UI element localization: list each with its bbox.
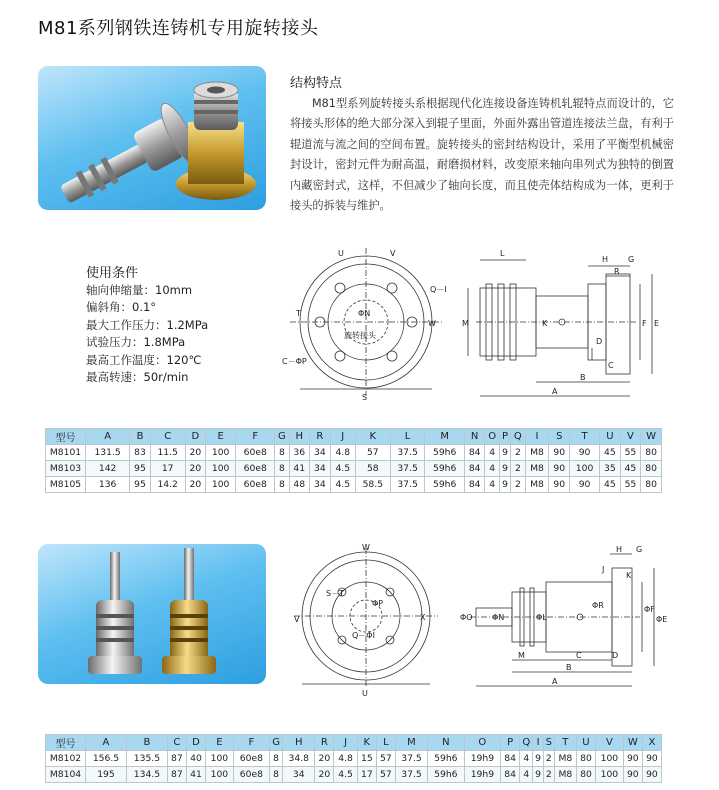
table-cell: 37.5 [395, 751, 427, 767]
dim-label: A [552, 387, 558, 396]
table-cell: M8 [525, 461, 549, 477]
table-cell: 83 [130, 445, 151, 461]
dim-label: ΦR [592, 601, 604, 610]
dim-label: C－ΦP [282, 357, 307, 366]
table-cell: 41 [186, 767, 205, 783]
table-cell: 9 [499, 461, 510, 477]
table-cell: 84 [464, 445, 485, 461]
column-header: Q [520, 735, 533, 751]
table-cell: 80 [641, 461, 662, 477]
table-cell: 58.5 [355, 477, 390, 493]
table-cell: M8105 [46, 477, 86, 493]
dim-label: H [616, 545, 623, 554]
column-header: V [595, 735, 623, 751]
table-cell: 90 [549, 477, 570, 493]
dim-label: D [596, 337, 603, 346]
table-cell: 100 [206, 477, 236, 493]
table-cell: 84 [464, 461, 485, 477]
column-header: C [167, 735, 186, 751]
table-cell: 8 [275, 461, 289, 477]
table-cell: 37.5 [395, 767, 427, 783]
table-cell: 59h6 [428, 767, 465, 783]
table-header-row [46, 429, 662, 445]
column-header: L [376, 735, 395, 751]
column-header: S [549, 429, 570, 445]
table-cell: 15 [357, 751, 376, 767]
table-cell: 48 [289, 477, 310, 493]
table-cell: 90 [570, 445, 600, 461]
table-cell: 60e8 [236, 477, 275, 493]
dim-label: S [362, 393, 368, 402]
dim-label: ΦF [644, 605, 655, 614]
table-cell: 34 [310, 461, 331, 477]
table-cell: 4 [485, 477, 499, 493]
table-cell: 90 [570, 477, 600, 493]
table-cell: 87 [167, 767, 186, 783]
dim-label: ΦN [492, 613, 505, 622]
table-cell: 19h9 [464, 751, 501, 767]
table-cell: 60e8 [233, 751, 269, 767]
condition-item: 最大工作压力：1.2MPa [86, 317, 209, 332]
table-cell: 34 [310, 477, 331, 493]
column-header: W [641, 429, 662, 445]
column-header: N [428, 735, 465, 751]
table-header-row [46, 735, 662, 751]
condition-item: 轴向伸缩量：10mm [86, 283, 193, 297]
dim-label: ΦP [372, 599, 384, 608]
column-header: A [86, 429, 130, 445]
column-header: L [390, 429, 425, 445]
dim-label: A [552, 677, 558, 686]
table-cell: 84 [464, 477, 485, 493]
table-cell: 58 [355, 461, 390, 477]
conditions-list [86, 282, 208, 386]
table-cell: 4.8 [334, 751, 357, 767]
spec-table-2 [45, 734, 662, 783]
column-header: H [289, 429, 310, 445]
table-cell: M8 [525, 477, 549, 493]
table-cell: 2 [543, 751, 554, 767]
table-cell: 4.8 [330, 445, 355, 461]
dim-label: V [294, 615, 300, 624]
column-header: 型号 [46, 735, 86, 751]
technical-drawing-1 [280, 244, 680, 408]
dim-label: D [612, 651, 619, 660]
dim-label: C [608, 361, 614, 370]
features-text: M81型系列旋转接头系根据现代化连接设备连铸机轧辊特点而设计的，它将接头形体的绝大部分深入到辊子里面，外面外露出管道连接法兰盘，有利于辊道流与流之间的空间布置。旋转接头的密封结构设计，采用了平衡型机械密封设计，密封元件为耐高温，耐磨损材料，改变原来轴向串列式为独特的倒置内藏密封式，这样，不但减少了轴向长度，而且使壳体结构成为一体，更利于接头的拆装与维护。 [290, 97, 674, 213]
table-row [46, 767, 662, 783]
condition-item: 试验压力：1.8MPa [86, 335, 186, 350]
column-header: R [315, 735, 334, 751]
table-cell: 45 [600, 445, 621, 461]
table-cell: 87 [167, 751, 186, 767]
column-header: D [186, 735, 205, 751]
table-cell: 45 [620, 461, 641, 477]
dim-label: U [362, 689, 368, 698]
table-cell: 34 [283, 767, 315, 783]
dim-label: T [296, 309, 301, 318]
table-cell: 14.2 [150, 477, 185, 493]
table-cell: 84 [501, 751, 520, 767]
dim-label: F [642, 319, 647, 328]
table-cell: 156.5 [86, 751, 127, 767]
column-header: J [330, 429, 355, 445]
table-cell: 4 [520, 751, 533, 767]
table-cell: 2 [511, 461, 525, 477]
table-cell: 40 [186, 751, 205, 767]
table-cell: 2 [511, 477, 525, 493]
table-row [46, 477, 662, 493]
column-header: A [86, 735, 127, 751]
table-cell: 37.5 [390, 461, 425, 477]
table-cell: 90 [549, 445, 570, 461]
dim-label: V [390, 249, 396, 258]
column-header: M [395, 735, 427, 751]
table-cell: 90 [642, 767, 661, 783]
dim-label: H [602, 255, 609, 264]
column-header: B [130, 429, 151, 445]
column-header: E [206, 429, 236, 445]
dim-label: M [462, 319, 469, 328]
column-header: T [570, 429, 600, 445]
column-header: M [425, 429, 464, 445]
table-cell: 60e8 [236, 445, 275, 461]
table-cell: 195 [86, 767, 127, 783]
dim-label: S－T [326, 589, 344, 598]
table-cell: 59h6 [425, 461, 464, 477]
column-header: C [150, 429, 185, 445]
table-cell: 59h6 [425, 445, 464, 461]
spec-table-1 [45, 428, 662, 493]
table-cell: 20 [185, 477, 206, 493]
table-cell: 80 [641, 445, 662, 461]
table-cell: 135.5 [126, 751, 167, 767]
column-header: S [543, 735, 554, 751]
column-header: B [126, 735, 167, 751]
dim-label: W [428, 319, 436, 328]
dim-label: L [500, 249, 505, 258]
table-cell: 11.5 [150, 445, 185, 461]
table-cell: 134.5 [126, 767, 167, 783]
column-header: U [600, 429, 621, 445]
table-cell: 100 [570, 461, 600, 477]
condition-item: 最高工作温度：120℃ [86, 352, 202, 367]
table-cell: 2 [543, 767, 554, 783]
dim-label: J [602, 565, 605, 574]
table-cell: 57 [376, 751, 395, 767]
dim-label: ΦN [358, 309, 371, 318]
table-cell: 80 [576, 767, 595, 783]
column-header: P [499, 429, 510, 445]
dim-label: ΦO [460, 613, 473, 622]
column-header: G [275, 429, 289, 445]
table-cell: 57 [355, 445, 390, 461]
dim-label: B [580, 373, 586, 382]
table-cell: 20 [315, 751, 334, 767]
conditions-heading: 使用条件 [86, 266, 139, 281]
table-cell: 8 [270, 751, 283, 767]
table-cell: 9 [533, 767, 543, 783]
column-header: I [533, 735, 543, 751]
dim-label: R [614, 267, 620, 276]
table-cell: 20 [185, 445, 206, 461]
features-heading: 结构特点 [290, 76, 343, 91]
product-photo-m81-flange [38, 66, 266, 210]
table-cell: 8 [275, 477, 289, 493]
table-cell: M8104 [46, 767, 86, 783]
table-cell: M8 [554, 751, 576, 767]
table-cell: 100 [205, 751, 233, 767]
table-cell: 20 [315, 767, 334, 783]
table-cell: 41 [289, 461, 310, 477]
dim-label: M [518, 651, 525, 660]
column-header: J [334, 735, 357, 751]
front-view-label: 旋转接头 [344, 331, 376, 340]
table-cell: 84 [501, 767, 520, 783]
table-cell: 80 [641, 477, 662, 493]
table-row [46, 461, 662, 477]
dim-label: Q－I [430, 285, 447, 294]
column-header: R [310, 429, 331, 445]
column-header: X [642, 735, 661, 751]
dim-label: U [338, 249, 344, 258]
condition-item: 最高转速：50r/min [86, 370, 189, 385]
column-header: V [620, 429, 641, 445]
product-photo-m81-shaft [38, 544, 266, 684]
table-cell: M8 [554, 767, 576, 783]
table-cell: M8103 [46, 461, 86, 477]
table-cell: 20 [185, 461, 206, 477]
column-header: H [283, 735, 315, 751]
table-cell: 90 [623, 767, 642, 783]
table-cell: 100 [206, 461, 236, 477]
table-cell: 59h6 [425, 477, 464, 493]
table-row [46, 751, 662, 767]
dim-label: K [626, 571, 632, 580]
table-cell: 100 [206, 445, 236, 461]
table-cell: 100 [205, 767, 233, 783]
table-cell: 55 [620, 445, 641, 461]
table-cell: 59h6 [428, 751, 465, 767]
column-header: U [576, 735, 595, 751]
table-cell: 55 [620, 477, 641, 493]
technical-drawing-2 [280, 542, 680, 702]
table-cell: 100 [595, 751, 623, 767]
column-header: N [464, 429, 485, 445]
dim-label: ΦE [656, 615, 668, 624]
dim-label: Q－ΦI [352, 631, 375, 640]
dim-label: X [420, 613, 426, 622]
dim-label: C [576, 651, 582, 660]
table-cell: 90 [549, 461, 570, 477]
table-cell: 4.5 [334, 767, 357, 783]
table-cell: 142 [86, 461, 130, 477]
table-cell: 2 [511, 445, 525, 461]
column-header: F [233, 735, 269, 751]
table-cell: 4 [485, 445, 499, 461]
table-cell: 60e8 [233, 767, 269, 783]
table-cell: 9 [499, 477, 510, 493]
table-cell: 9 [499, 445, 510, 461]
column-header: 型号 [46, 429, 86, 445]
table-cell: 136 [86, 477, 130, 493]
column-header: D [185, 429, 206, 445]
table-cell: 35 [600, 461, 621, 477]
dim-label: W [362, 543, 370, 552]
table-cell: 4 [520, 767, 533, 783]
table-cell: 95 [130, 477, 151, 493]
table-cell: 80 [576, 751, 595, 767]
table-cell: 45 [600, 477, 621, 493]
column-header: E [205, 735, 233, 751]
table-cell: 90 [623, 751, 642, 767]
condition-item: 偏斜角：0.1° [86, 300, 157, 315]
column-header: Q [511, 429, 525, 445]
table-cell: 17 [150, 461, 185, 477]
dim-label: ΦL [536, 613, 547, 622]
table-cell: M8101 [46, 445, 86, 461]
table-cell: 100 [595, 767, 623, 783]
table-cell: 34 [310, 445, 331, 461]
table-cell: 36 [289, 445, 310, 461]
column-header: O [464, 735, 501, 751]
dim-label: K [542, 319, 548, 328]
dim-label: B [566, 663, 572, 672]
column-header: K [355, 429, 390, 445]
table-cell: 9 [533, 751, 543, 767]
column-header: O [485, 429, 499, 445]
table-cell: 95 [130, 461, 151, 477]
table-cell: 57 [376, 767, 395, 783]
table-cell: 34.8 [283, 751, 315, 767]
table-cell: M8102 [46, 751, 86, 767]
table-cell: 4.5 [330, 477, 355, 493]
table-cell: 4 [485, 461, 499, 477]
dim-label: G [636, 545, 643, 554]
table-cell: 17 [357, 767, 376, 783]
column-header: P [501, 735, 520, 751]
table-cell: 4.5 [330, 461, 355, 477]
column-header: I [525, 429, 549, 445]
table-cell: 37.5 [390, 477, 425, 493]
dim-label: E [654, 319, 660, 328]
column-header: G [270, 735, 283, 751]
page-title: M81系列钢铁连铸机专用旋转接头 [38, 18, 319, 39]
table-cell: 8 [270, 767, 283, 783]
column-header: F [236, 429, 275, 445]
table-cell: 131.5 [86, 445, 130, 461]
table-cell: 60e8 [236, 461, 275, 477]
column-header: T [554, 735, 576, 751]
column-header: W [623, 735, 642, 751]
table-row [46, 445, 662, 461]
table-cell: 90 [642, 751, 661, 767]
column-header: K [357, 735, 376, 751]
table-cell: 19h9 [464, 767, 501, 783]
table-cell: 37.5 [390, 445, 425, 461]
table-cell: 8 [275, 445, 289, 461]
table-cell: M8 [525, 445, 549, 461]
dim-label: G [628, 255, 635, 264]
